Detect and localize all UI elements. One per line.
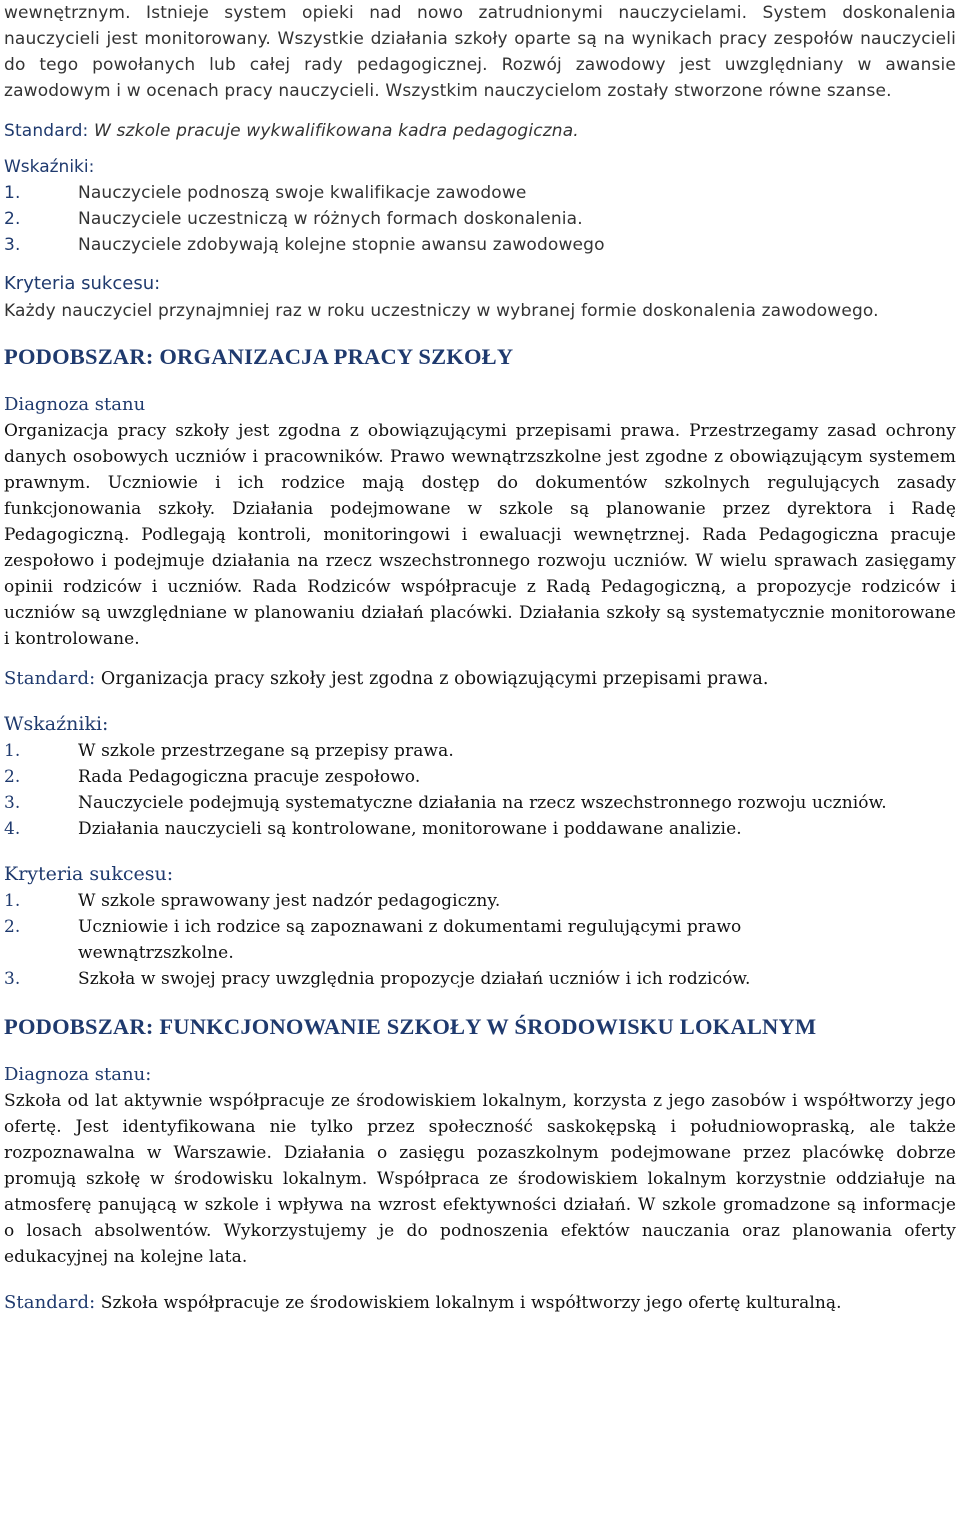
list-item	[4, 206, 956, 232]
indicators-label: Wskaźniki:	[4, 713, 109, 735]
list-text: Szkoła w swojej pracy uwzględnia propozycje działań uczniów i ich rodziców.	[78, 969, 751, 989]
organization-heading: PODOBSZAR: ORGANIZACJA PRACY SZKOŁY	[4, 344, 514, 369]
list-number: 4.	[4, 819, 21, 839]
list-text: Rada Pedagogiczna pracuje zespołowo.	[78, 767, 421, 787]
list-item	[4, 764, 956, 790]
standard-line	[4, 1290, 956, 1316]
diagnosis-label: Diagnoza stanu	[4, 394, 146, 415]
list-text: Działania nauczycieli są kontrolowane, monitorowane i poddawane analizie.	[78, 819, 742, 839]
community-section	[4, 1012, 956, 1316]
diagnosis-text: Organizacja pracy szkoły jest zgodna z obowiązującymi przepisami prawa. Przestrzegamy zasad ochrony danych osobowych uczniów i pracowników. Prawo wewnątrzszkolne jest zgodne z obowiązującym systemem prawnym. Uczniowie i ich rodzice mają dostęp do dokumentów szkolnych regulujących zasady funkcjonowania szkoły. Działania podejmowane w szkole są planowanie przez dyrektora i Radę Pedagogiczną. Podlegają kontroli, monitoringowi i ewaluacji wewnętrznej. Rada Pedagogiczna pracuje zespołowo i podejmuje działania na rzecz wszechstronnego rozwoju uczniów. W wielu sprawach zasięgamy opinii rodziców i uczniów. Rada Rodziców współpracuje z Radą Pedagogiczną, a propozycje rodziców i uczniów są uwzględniane w planowaniu działań placówki. Działania szkoły są systematycznie monitorowane i kontrolowane.	[4, 421, 956, 649]
list-number: 2.	[4, 917, 21, 937]
list-number: 3.	[4, 793, 21, 813]
standard-text: Organizacja pracy szkoły jest zgodna z obowiązującymi przepisami prawa.	[100, 669, 769, 689]
list-text: W szkole przestrzegane są przepisy prawa.	[78, 741, 454, 761]
list-item	[4, 180, 956, 206]
list-text: Nauczyciele zdobywają kolejne stopnie awansu zawodowego	[78, 235, 605, 255]
list-item	[4, 914, 956, 966]
list-number: 1.	[4, 891, 21, 911]
list-number: 1.	[4, 183, 21, 203]
list-text: Nauczyciele uczestniczą w różnych formach doskonalenia.	[78, 209, 583, 229]
standard-text: W szkole pracuje wykwalifikowana kadra pedagogiczna.	[93, 121, 579, 141]
list-number: 3.	[4, 969, 21, 989]
standard-label: Standard:	[4, 1292, 96, 1313]
standard-label: Standard:	[4, 121, 89, 141]
list-text: Uczniowie i ich rodzice są zapoznawani z dokumentami regulującymi prawo wewnątrzszkolne.	[78, 917, 742, 963]
standard-line	[4, 118, 956, 144]
list-text: Nauczyciele podnoszą swoje kwalifikacje zawodowe	[78, 183, 527, 203]
indicators-list	[4, 738, 956, 842]
diagnosis-text: Szkoła od lat aktywnie współpracuje ze środowiskiem lokalnym, korzysta z jego zasobów i współtworzy jego ofertę. Jest identyfikowana nie tylko przez społeczność saskokępską i południowopraską, ale także rozpoznawalna w Warszawie. Działania o zasięgu pozaszkolnym podejmowane przez placówkę dobrze promują szkołę w środowisku lokalnym. Współpraca ze środowiskiem lokalnym korzystnie oddziałuje na atmosferę panującą w szkole i wpływa na wzrost efektywności działań. W szkole gromadzone są informacje o losach absolwentów. Wykorzystujemy je do podnoszenia efektów nauczania oraz planowania oferty edukacyjnej na kolejne lata.	[4, 1091, 956, 1267]
criteria-text: Każdy nauczyciel przynajmniej raz w roku uczestniczy w wybranej formie doskonalenia zawodowego.	[4, 301, 879, 321]
list-number: 2.	[4, 767, 21, 787]
intro-paragraph: wewnętrznym. Istnieje system opieki nad nowo zatrudnionymi nauczycielami. System doskonalenia nauczycieli jest monitorowany. Wszystkie działania szkoły oparte są na wynikach pracy zespołów nauczycieli do tego powołanych lub całej rady pedagogicznej. Rozwój zawodowy jest uwzględniany w awansie zawodowym i w ocenach pracy nauczycieli. Wszystkim nauczycielom zostały stworzone równe szanse.	[4, 3, 956, 101]
list-item	[4, 790, 956, 816]
community-heading: PODOBSZAR: FUNKCJONOWANIE SZKOŁY W ŚRODOWISKU LOKALNYM	[4, 1014, 817, 1039]
list-text: Nauczyciele podejmują systematyczne działania na rzecz wszechstronnego rozwoju uczniów.	[78, 793, 887, 813]
criteria-label: Kryteria sukcesu:	[4, 273, 161, 294]
list-item	[4, 738, 956, 764]
list-item	[4, 888, 956, 914]
diagnosis-label: Diagnoza stanu:	[4, 1064, 152, 1085]
list-item	[4, 816, 956, 842]
standard-label: Standard:	[4, 668, 96, 689]
organization-section	[4, 342, 956, 992]
qualifications-section	[4, 0, 956, 324]
indicators-list	[4, 180, 956, 258]
list-item	[4, 232, 956, 258]
list-number: 1.	[4, 741, 21, 761]
indicators-label: Wskaźniki:	[4, 157, 95, 177]
criteria-label: Kryteria sukcesu:	[4, 863, 174, 885]
list-item	[4, 966, 956, 992]
list-number: 3.	[4, 235, 21, 255]
criteria-list	[4, 888, 956, 992]
standard-text: Szkoła współpracuje ze środowiskiem lokalnym i współtworzy jego ofertę kulturalną.	[100, 1293, 842, 1313]
standard-line	[4, 666, 956, 692]
list-number: 2.	[4, 209, 21, 229]
list-text: W szkole sprawowany jest nadzór pedagogiczny.	[78, 891, 501, 911]
